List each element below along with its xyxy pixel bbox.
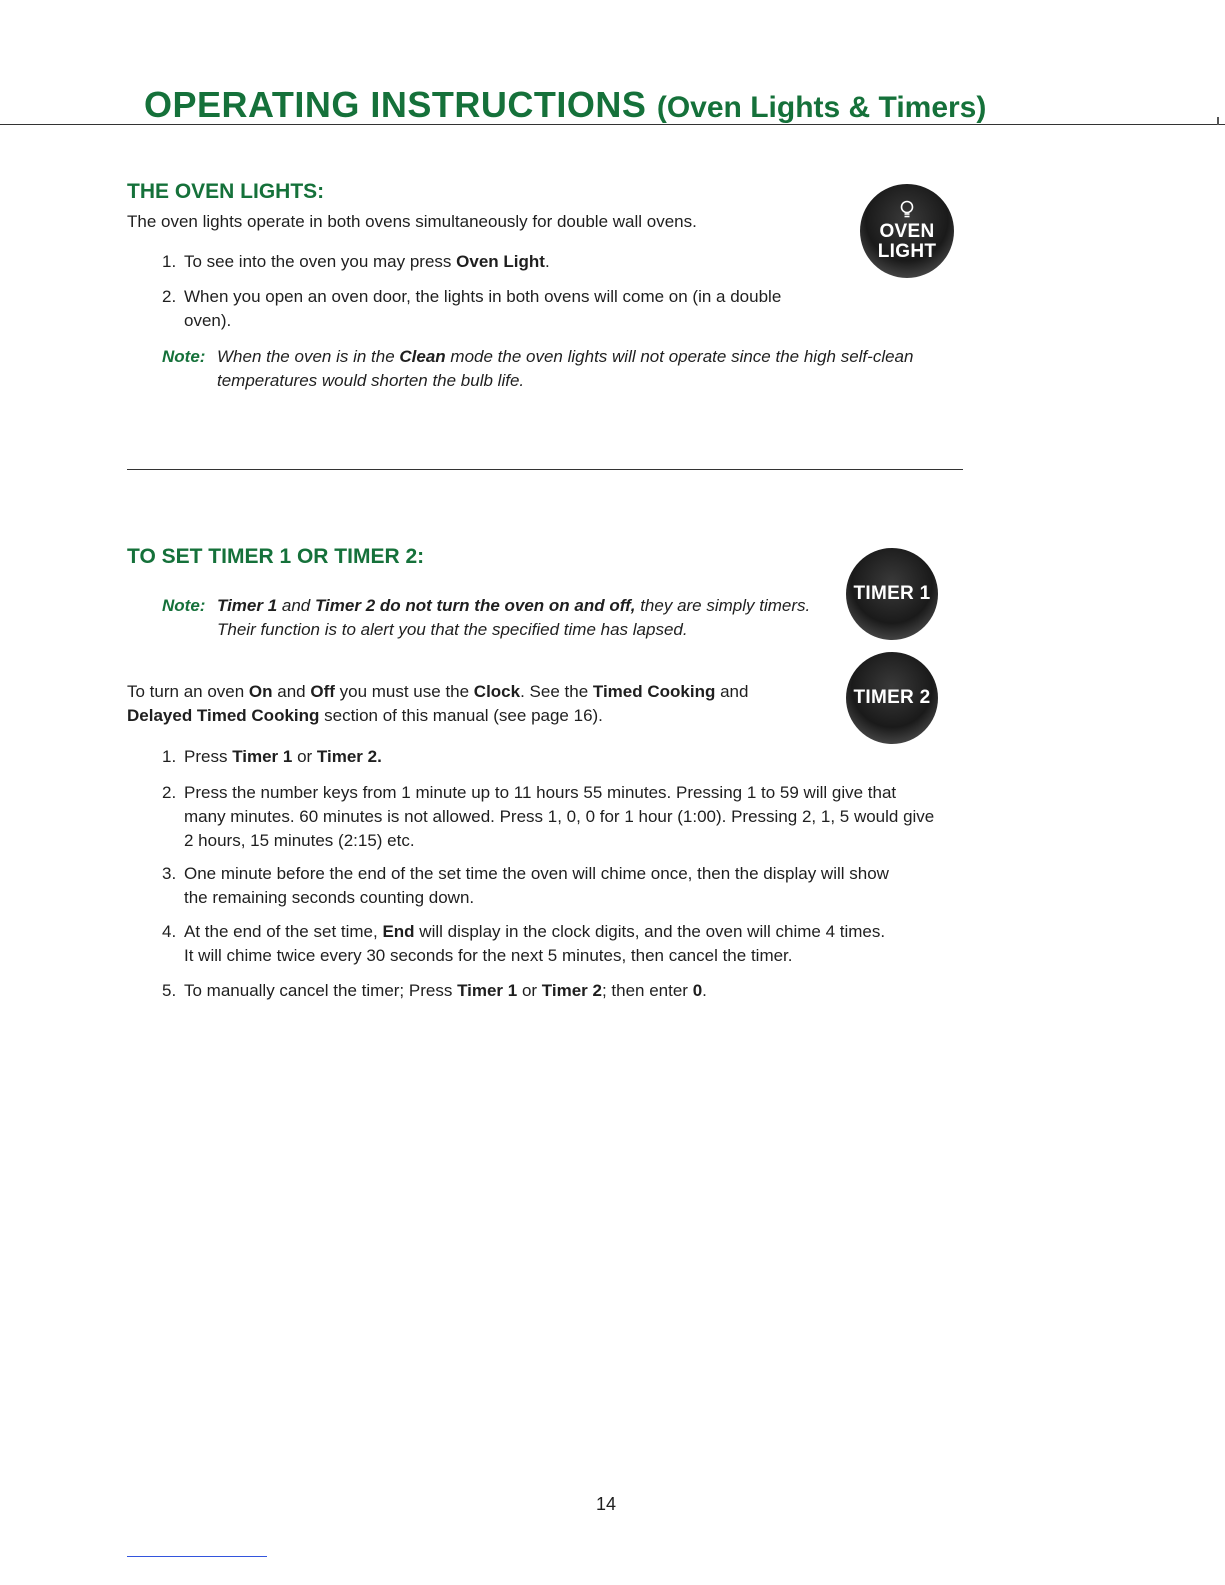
timer-1-button-label: TIMER 1 <box>853 583 931 604</box>
timers-step-3: 3. One minute before the end of the set time the oven will chime once, then the display will show the remaining seconds counting down. <box>162 864 889 907</box>
note-label: Note: <box>162 347 206 366</box>
step-number: 3. <box>162 864 177 883</box>
step-number: 1. <box>162 747 177 766</box>
oven-light-button-line1: OVEN <box>879 221 935 242</box>
oven-lights-intro: The oven lights operate in both ovens simultaneously for double wall ovens. <box>127 212 697 231</box>
oven-lights-step-2: 2. When you open an oven door, the lights in both ovens will come on (in a double oven). <box>162 287 782 330</box>
edge-mark <box>1217 117 1219 125</box>
step-number: 5. <box>162 981 177 1000</box>
page-title <box>144 84 986 126</box>
timers-step-5: 5. To manually cancel the timer; Press Timer 1 or Timer 2; then enter 0. <box>184 979 974 1003</box>
section-divider <box>127 469 963 470</box>
page-number: 14 <box>596 1494 617 1514</box>
light-bulb-icon <box>899 200 915 220</box>
oven-lights-step-1: 1. To see into the oven you may press Oven Light. <box>184 250 824 274</box>
page-title-main: OPERATING INSTRUCTIONS <box>144 84 647 125</box>
timers-intro: To turn an oven On and Off you must use the Clock. See the Timed Cooking and Delayed Timed Cooking section of this manual (see page 16). <box>127 682 749 725</box>
timers-step-1: 1. Press Timer 1 or Timer 2. <box>184 745 824 769</box>
step-number: 2. <box>162 287 177 306</box>
timers-step-4: 4. At the end of the set time, End will display in the clock digits, and the oven will chime 4 times. It will chime twice every 30 seconds for the next 5 minutes, then cancel the timer. <box>162 922 886 965</box>
title-divider <box>0 124 1225 125</box>
page-title-sub: (Oven Lights & Timers) <box>656 91 987 124</box>
oven-light-button-line2: LIGHT <box>877 241 937 262</box>
oven-lights-heading: THE OVEN LIGHTS: <box>127 180 325 203</box>
oven-light-button[interactable] <box>860 184 954 278</box>
step-number: 4. <box>162 922 177 941</box>
note-label: Note: <box>162 596 206 615</box>
timer-1-button[interactable] <box>846 548 938 640</box>
oven-lights-note: Note: When the oven is in the Clean mode the oven lights will not operate since the high self-clean temperatures would shorten the bulb life. <box>162 347 914 390</box>
step-number: 2. <box>162 783 177 802</box>
timer-2-button[interactable] <box>846 652 938 744</box>
step-number: 1. <box>162 252 177 271</box>
timers-note: Note: Timer 1 and Timer 2 do not turn the oven on and off, they are simply timers. Their function is to alert you that the specified time has lapsed. <box>162 596 811 639</box>
timers-heading: TO SET TIMER 1 OR TIMER 2: <box>127 545 425 568</box>
footer-link-line <box>127 1556 267 1557</box>
timers-step-2: 2. Press the number keys from 1 minute up to 11 hours 55 minutes. Pressing 1 to 59 will give that many minutes. 60 minutes is not allowed. Press 1, 0, 0 for 1 hour (1:00). Pressing 2, 1, 5 would give 2 hours, 15 minutes (2:15) etc. <box>162 783 935 850</box>
timer-2-button-label: TIMER 2 <box>853 687 931 708</box>
